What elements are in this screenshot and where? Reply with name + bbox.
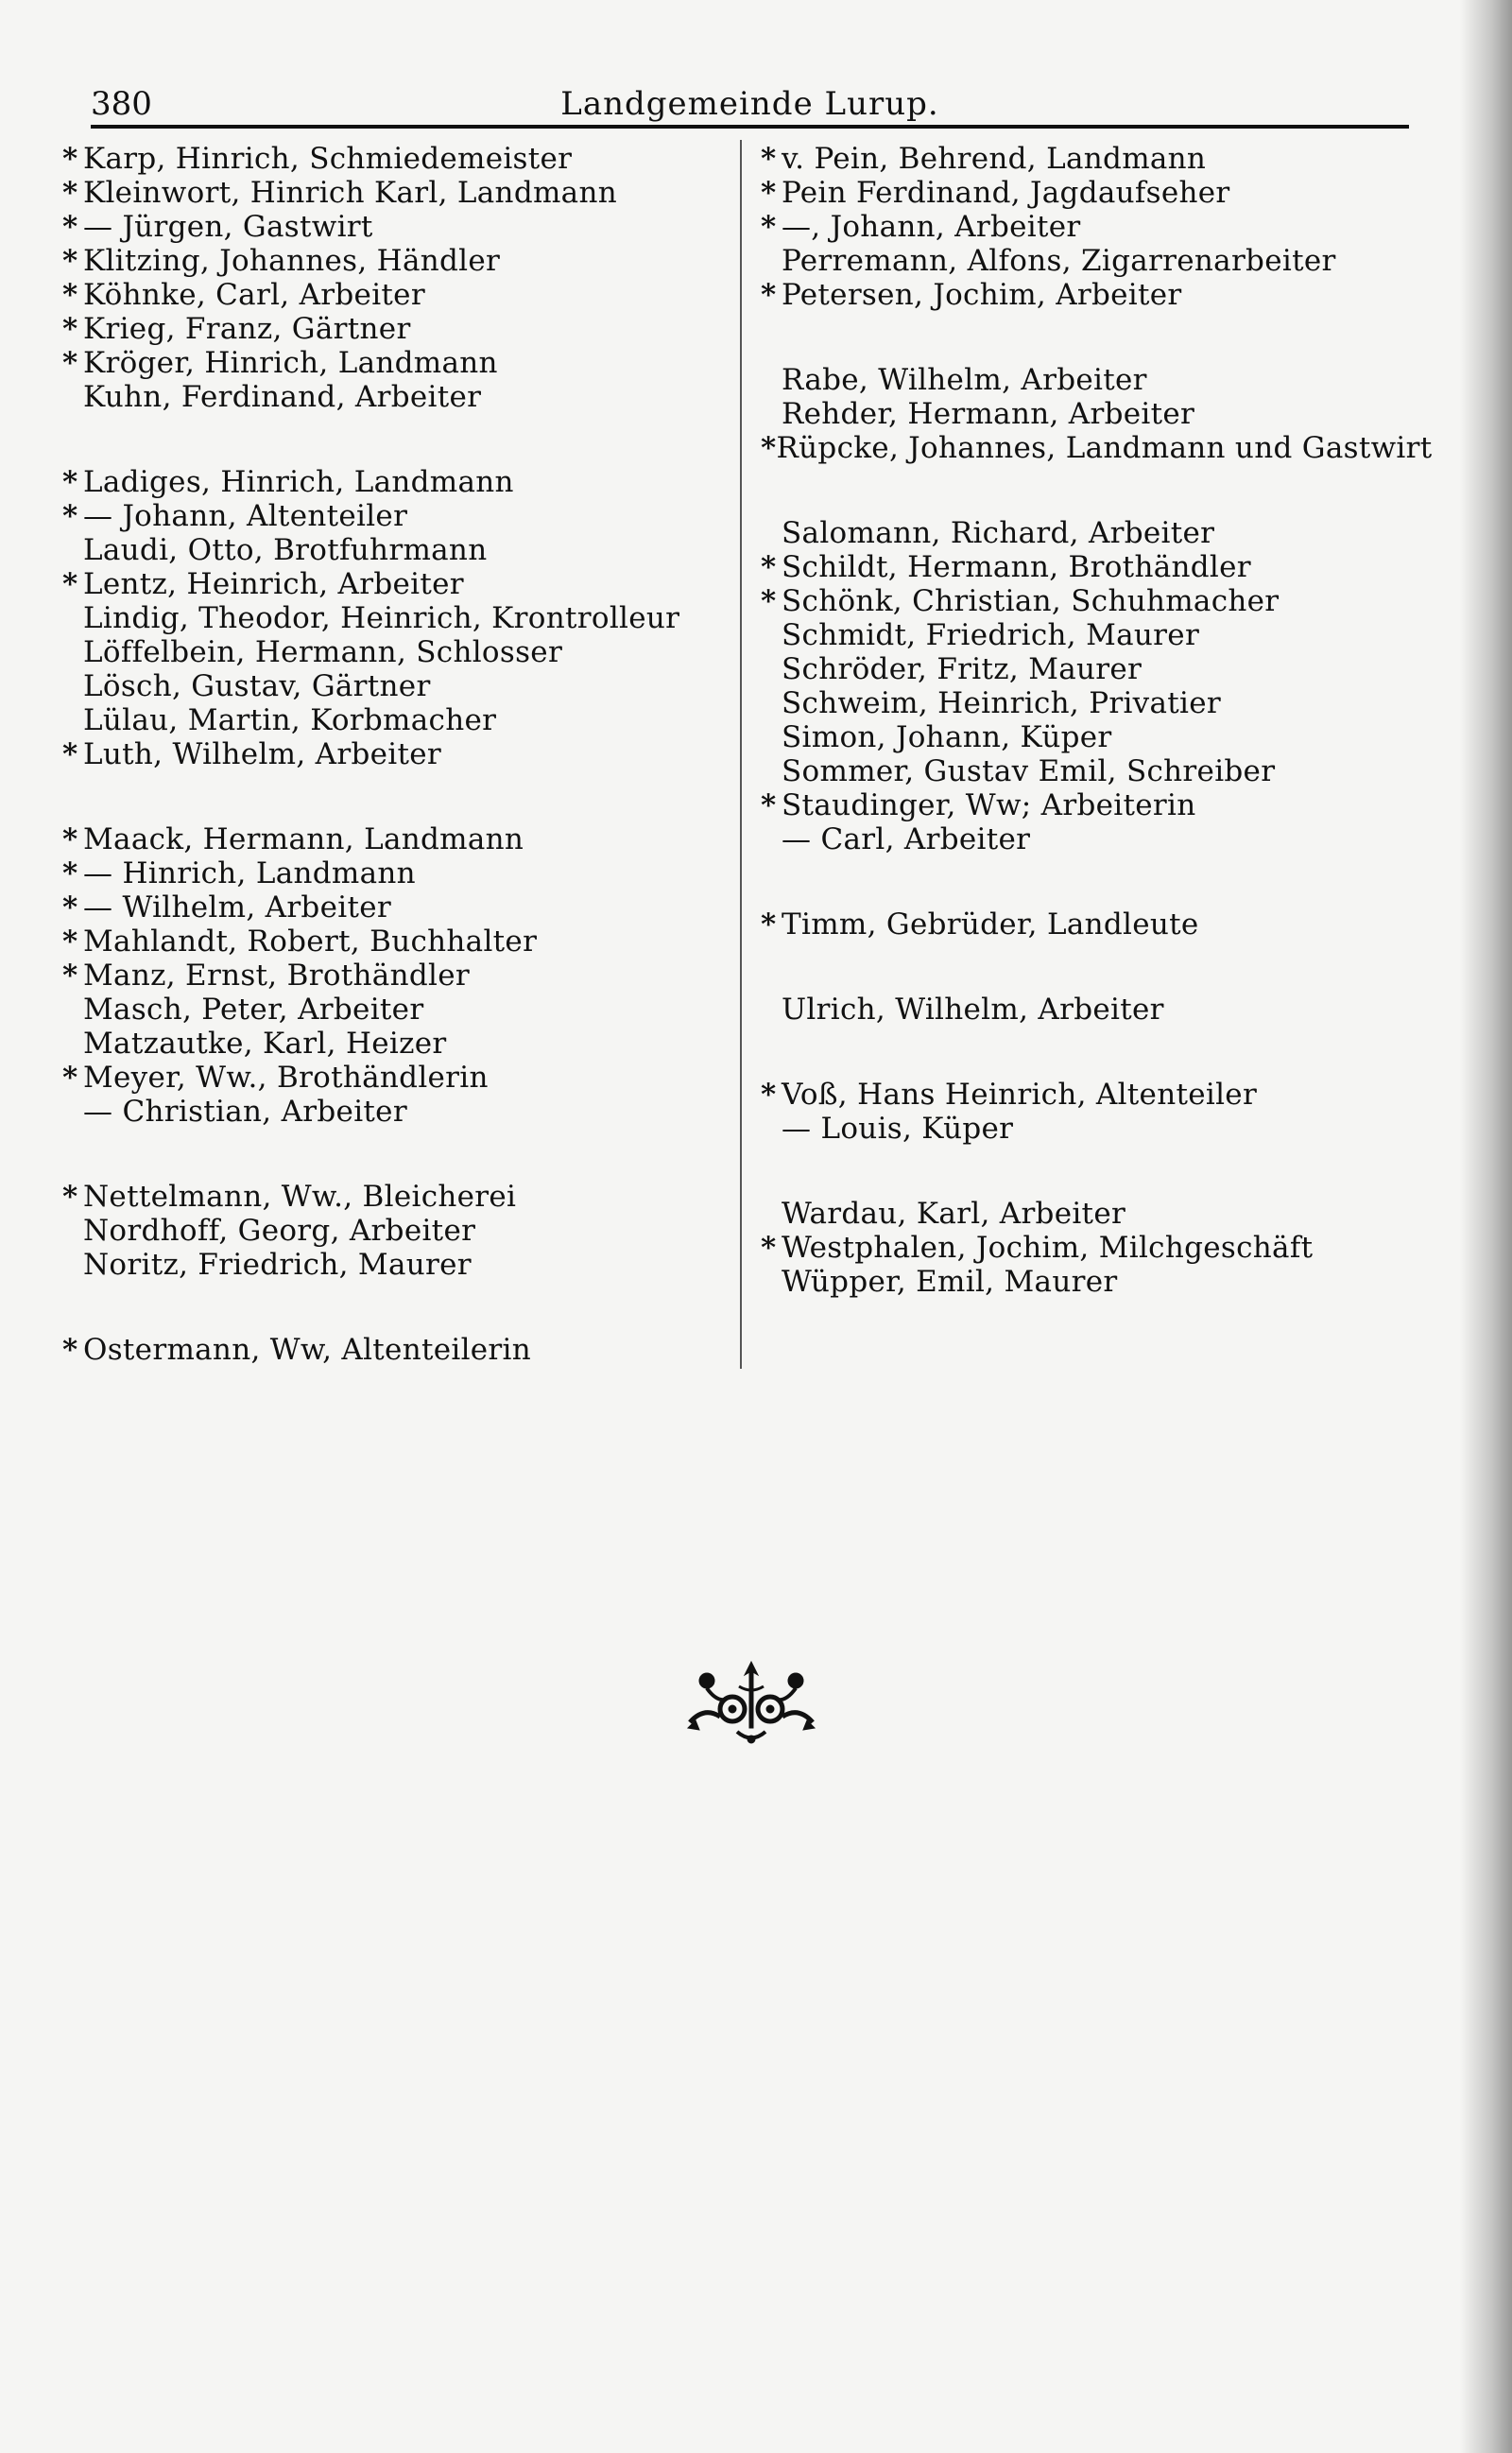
entry-text: Voß, Hans Heinrich, Altenteiler — [782, 1078, 1258, 1112]
entry-marker: * — [62, 924, 78, 959]
directory-entry — [761, 244, 1422, 278]
directory-entry — [62, 244, 724, 278]
entry-text: Luth, Wilhelm, Arbeiter — [83, 737, 441, 771]
directory-entry — [62, 176, 724, 210]
entry-text: Krieg, Franz, Gärtner — [83, 312, 411, 346]
letter-group — [62, 465, 724, 771]
entry-text: Schönk, Christian, Schuhmacher — [782, 584, 1280, 618]
directory-entry — [761, 363, 1422, 397]
entry-marker: * — [62, 142, 78, 176]
page-header — [91, 76, 1409, 125]
floral-ornament-icon — [680, 1654, 822, 1749]
entry-text: Timm, Gebrüder, Landleute — [782, 907, 1199, 941]
entry-marker: * — [761, 431, 777, 465]
entry-marker: * — [761, 278, 777, 312]
entry-marker — [761, 686, 782, 720]
page-edge-shadow — [1460, 0, 1512, 2453]
directory-entry — [62, 822, 724, 856]
entry-marker — [761, 1265, 782, 1299]
entry-text: Simon, Johann, Küper — [782, 720, 1112, 754]
entry-marker — [761, 618, 782, 652]
entry-marker: * — [62, 465, 78, 499]
entry-marker: * — [761, 1231, 777, 1265]
entry-marker: * — [761, 788, 777, 822]
entry-text: Manz, Ernst, Brothändler — [83, 959, 470, 993]
directory-entry — [761, 754, 1422, 788]
directory-entry — [761, 210, 1422, 244]
letter-group — [761, 993, 1422, 1027]
directory-entry — [761, 278, 1422, 312]
entry-marker — [761, 720, 782, 754]
entry-marker — [62, 1248, 83, 1282]
entry-marker — [62, 533, 83, 567]
directory-entry — [761, 652, 1422, 686]
entry-text: — Louis, Küper — [782, 1112, 1014, 1146]
directory-entry — [62, 278, 724, 312]
entry-text: Perremann, Alfons, Zigarrenarbeiter — [782, 244, 1336, 278]
entry-text: Kröger, Hinrich, Landmann — [83, 346, 498, 380]
entry-text: Lösch, Gustav, Gärtner — [83, 669, 431, 703]
directory-entry — [761, 431, 1433, 465]
directory-entry — [761, 907, 1422, 941]
directory-entry — [62, 533, 724, 567]
entry-text: Rabe, Wilhelm, Arbeiter — [782, 363, 1147, 397]
entry-text: Ostermann, Ww, Altenteilerin — [83, 1333, 532, 1367]
entry-marker: * — [761, 584, 777, 618]
entry-marker — [761, 1197, 782, 1231]
directory-entry — [62, 669, 724, 703]
entry-text: Löffelbein, Hermann, Schlosser — [83, 635, 563, 669]
entry-marker: * — [761, 176, 777, 210]
entry-text: — Wilhelm, Arbeiter — [83, 890, 391, 924]
letter-group — [761, 142, 1422, 312]
entry-text: Meyer, Ww., Brothändlerin — [83, 1061, 489, 1095]
directory-entry — [62, 380, 724, 414]
entry-text: Schmidt, Friedrich, Maurer — [782, 618, 1200, 652]
entry-text: Laudi, Otto, Brotfuhrmann — [83, 533, 488, 567]
directory-entry — [761, 176, 1422, 210]
entry-text: — Christian, Arbeiter — [83, 1095, 407, 1129]
entry-text: Kleinwort, Hinrich Karl, Landmann — [83, 176, 617, 210]
directory-entry — [761, 720, 1422, 754]
entry-marker: * — [62, 856, 78, 890]
entry-text: Wardau, Karl, Arbeiter — [782, 1197, 1126, 1231]
letter-group — [62, 1333, 724, 1367]
directory-entry — [62, 635, 724, 669]
entry-text: v. Pein, Behrend, Landmann — [782, 142, 1207, 176]
entry-text: Mahlandt, Robert, Buchhalter — [83, 924, 538, 959]
entry-text: Rüpcke, Johannes, Landmann und Gastwirt — [776, 431, 1433, 465]
directory-entry — [761, 1112, 1422, 1146]
entry-marker: * — [761, 550, 777, 584]
entry-marker: * — [62, 822, 78, 856]
entry-text: Noritz, Friedrich, Maurer — [83, 1248, 472, 1282]
directory-entry — [761, 788, 1422, 822]
entry-marker — [62, 993, 83, 1027]
entry-marker — [761, 754, 782, 788]
entry-marker — [62, 703, 83, 737]
entry-marker: * — [62, 1180, 78, 1214]
page-number: 380 — [91, 85, 152, 123]
directory-entry — [62, 499, 724, 533]
directory-entry — [761, 686, 1422, 720]
entry-marker: * — [62, 737, 78, 771]
entry-text: Masch, Peter, Arbeiter — [83, 993, 424, 1027]
entry-marker — [62, 1027, 83, 1061]
entry-text: Staudinger, Ww; Arbeiterin — [782, 788, 1196, 822]
entry-marker — [761, 993, 782, 1027]
entry-marker — [62, 669, 83, 703]
entry-text: Petersen, Jochim, Arbeiter — [782, 278, 1182, 312]
entry-text: — Johann, Altenteiler — [83, 499, 408, 533]
entry-marker — [62, 601, 83, 635]
directory-entry — [761, 516, 1422, 550]
letter-group — [761, 516, 1422, 856]
entry-text: Schröder, Fritz, Maurer — [782, 652, 1143, 686]
directory-entry — [62, 1333, 724, 1367]
entry-marker: * — [761, 907, 777, 941]
entry-marker — [761, 244, 782, 278]
entry-text: Nordhoff, Georg, Arbeiter — [83, 1214, 476, 1248]
entry-marker — [62, 380, 83, 414]
entry-marker: * — [62, 567, 78, 601]
entry-marker: * — [62, 959, 78, 993]
directory-entry — [62, 210, 724, 244]
entry-text: — Carl, Arbeiter — [782, 822, 1031, 856]
header-rule — [91, 125, 1409, 129]
directory-entry — [62, 346, 724, 380]
letter-group — [62, 822, 724, 1129]
entry-text: Lülau, Martin, Korbmacher — [83, 703, 497, 737]
entry-marker: * — [62, 278, 78, 312]
entry-marker: * — [62, 210, 78, 244]
directory-entry — [761, 1078, 1422, 1112]
entry-text: Pein Ferdinand, Jagdaufseher — [782, 176, 1230, 210]
entry-text: Lentz, Heinrich, Arbeiter — [83, 567, 464, 601]
entry-text: Ladiges, Hinrich, Landmann — [83, 465, 514, 499]
entry-text: Karp, Hinrich, Schmiedemeister — [83, 142, 573, 176]
entry-marker — [761, 822, 782, 856]
directory-entry — [62, 601, 724, 635]
directory-entry — [62, 1214, 724, 1248]
entry-text: Westphalen, Jochim, Milchgeschäft — [782, 1231, 1314, 1265]
entry-text: Salomann, Richard, Arbeiter — [782, 516, 1215, 550]
entry-marker — [62, 1214, 83, 1248]
letter-group — [62, 1180, 724, 1282]
entry-text: Schweim, Heinrich, Privatier — [782, 686, 1222, 720]
directory-entry — [761, 993, 1422, 1027]
entry-marker — [761, 516, 782, 550]
directory-entry — [761, 1265, 1422, 1299]
entry-marker — [62, 1095, 83, 1129]
right-column — [761, 142, 1433, 1350]
entry-text: Sommer, Gustav Emil, Schreiber — [782, 754, 1276, 788]
entry-marker: * — [62, 1061, 78, 1095]
directory-entry — [62, 703, 724, 737]
directory-entry — [62, 465, 724, 499]
letter-group — [761, 1078, 1422, 1146]
entry-text: Ulrich, Wilhelm, Arbeiter — [782, 993, 1164, 1027]
letter-group — [761, 907, 1422, 941]
directory-entry — [62, 1095, 724, 1129]
directory-entry — [761, 618, 1422, 652]
directory-entry — [62, 924, 724, 959]
entry-text: Nettelmann, Ww., Bleicherei — [83, 1180, 517, 1214]
directory-entry — [761, 550, 1422, 584]
entry-text: Wüpper, Emil, Maurer — [782, 1265, 1118, 1299]
entry-text: Lindig, Theodor, Heinrich, Krontrolleur — [83, 601, 680, 635]
entry-text: Rehder, Hermann, Arbeiter — [782, 397, 1195, 431]
directory-entry — [62, 312, 724, 346]
entry-marker: * — [62, 1333, 78, 1367]
directory-entry — [761, 822, 1422, 856]
directory-entry — [761, 142, 1422, 176]
directory-entry — [62, 856, 724, 890]
letter-group — [62, 142, 724, 414]
entry-text: — Jürgen, Gastwirt — [83, 210, 373, 244]
directory-entry — [62, 890, 724, 924]
directory-entry — [761, 584, 1422, 618]
directory-entry — [761, 1231, 1422, 1265]
directory-entry — [62, 1180, 724, 1214]
entry-text: Kuhn, Ferdinand, Arbeiter — [83, 380, 482, 414]
entry-marker — [761, 652, 782, 686]
entry-marker: * — [62, 346, 78, 380]
entry-text: Maack, Hermann, Landmann — [83, 822, 524, 856]
entry-marker — [62, 635, 83, 669]
entry-marker: * — [62, 312, 78, 346]
entry-marker — [761, 397, 782, 431]
directory-entry — [761, 1197, 1422, 1231]
running-title: Landgemeinde Lurup. — [560, 85, 939, 123]
entry-text: Klitzing, Johannes, Händler — [83, 244, 501, 278]
directory-entry — [62, 993, 724, 1027]
entry-text: —, Johann, Arbeiter — [782, 210, 1081, 244]
entry-marker: * — [62, 499, 78, 533]
directory-entry — [62, 959, 724, 993]
entry-marker — [761, 363, 782, 397]
left-column — [62, 142, 724, 1418]
directory-entry — [62, 142, 724, 176]
entry-text: Köhnke, Carl, Arbeiter — [83, 278, 425, 312]
directory-entry — [62, 1061, 724, 1095]
letter-group — [761, 1197, 1422, 1299]
directory-entry — [62, 567, 724, 601]
entry-marker: * — [761, 142, 777, 176]
entry-text: Schildt, Hermann, Brothändler — [782, 550, 1251, 584]
entry-marker — [761, 1112, 782, 1146]
entry-text: — Hinrich, Landmann — [83, 856, 416, 890]
directory-entry — [62, 737, 724, 771]
entry-marker: * — [761, 1078, 777, 1112]
letter-group — [761, 363, 1433, 465]
entry-marker: * — [761, 210, 777, 244]
directory-entry — [62, 1248, 724, 1282]
column-divider — [740, 140, 742, 1369]
entry-marker: * — [62, 244, 78, 278]
directory-entry — [761, 397, 1422, 431]
directory-entry — [62, 1027, 724, 1061]
entry-marker: * — [62, 890, 78, 924]
entry-text: Matzautke, Karl, Heizer — [83, 1027, 447, 1061]
entry-marker: * — [62, 176, 78, 210]
